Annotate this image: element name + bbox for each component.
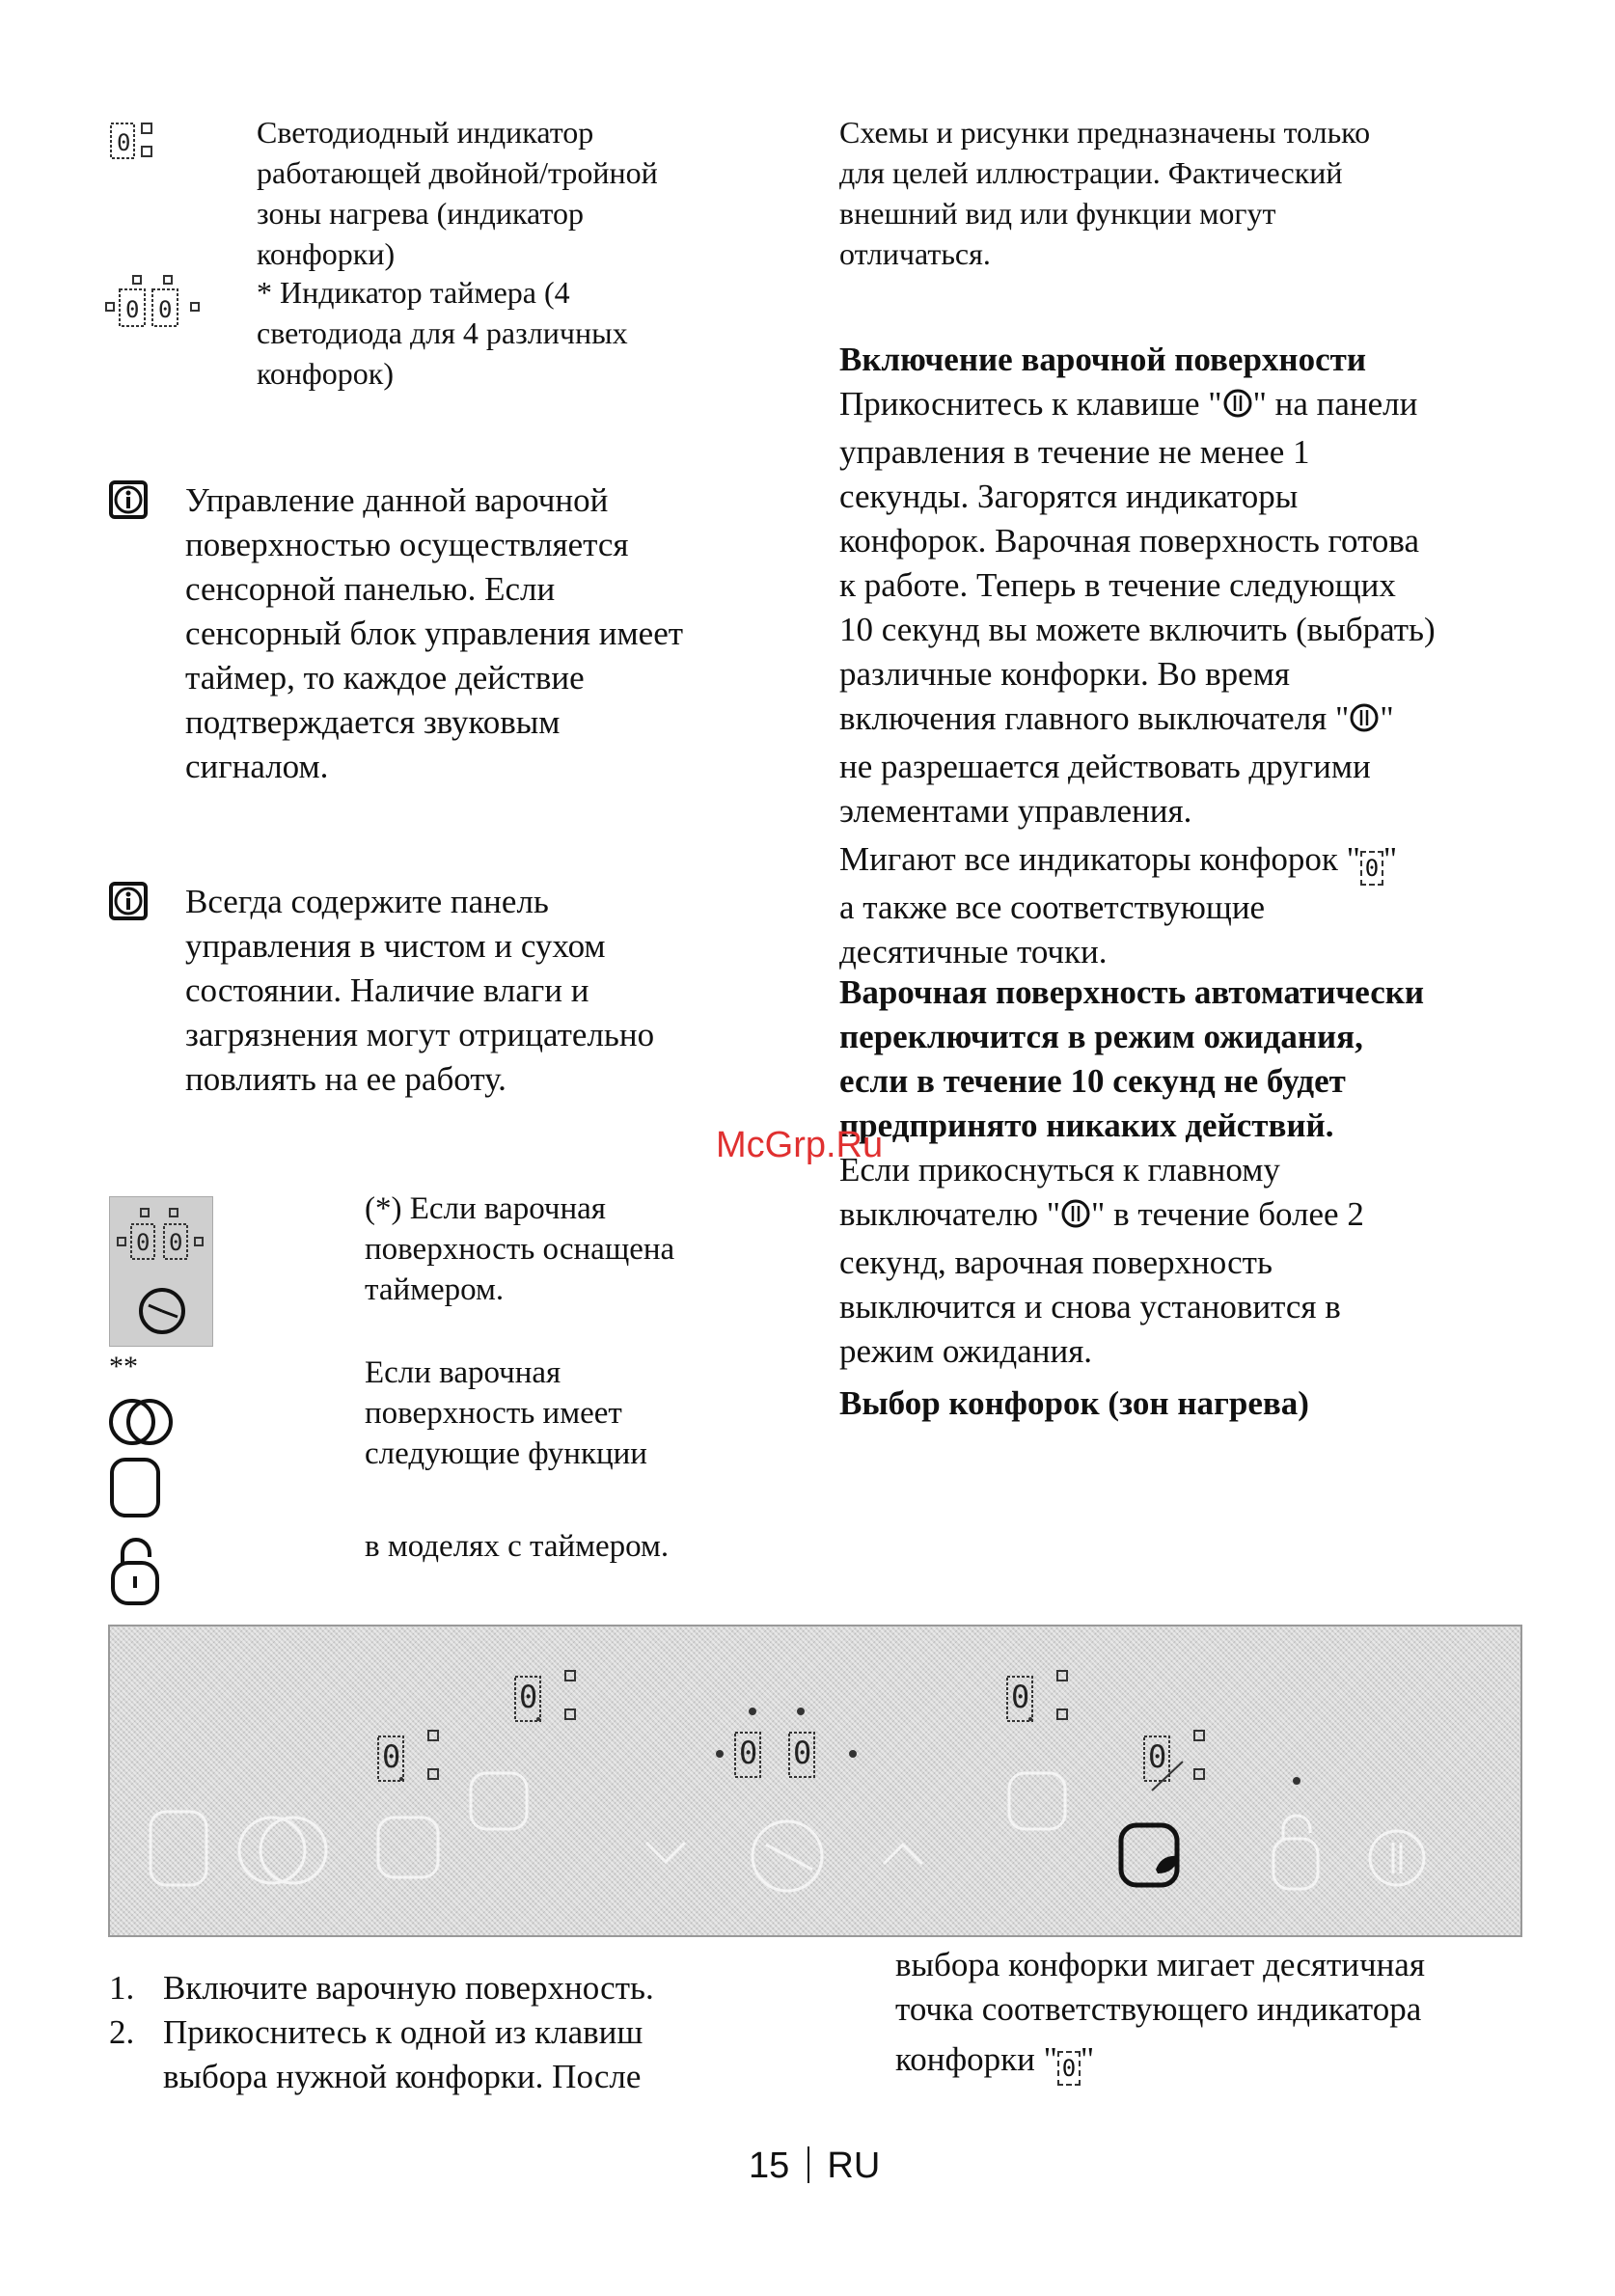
heading-switch-on: Включение варочной поверхности — [839, 341, 1366, 378]
info-note-touch-panel: Управление данной варочной поверхностью осуществляется сенсорной панелью. Если сенсорный блок управления имеет таймер, то каждое действие подтверждается звуковым сигналом. — [185, 481, 684, 785]
svg-text:0: 0 — [169, 1229, 183, 1256]
info-note-clean-panel: Всегда содержите панель управления в чистом и сухом состоянии. Наличие влаги и загрязнения могут отрицательно повлиять на ее работу. — [185, 883, 655, 1098]
models-note: в моделях с таймером. — [365, 1529, 670, 1564]
heading-select-zones: Выбор конфорок (зон нагрева) — [839, 1384, 1309, 1422]
legend-timer-icon — [104, 274, 201, 337]
timer-panel-thumbnail — [109, 1196, 213, 1347]
switch-off-paragraph: Если прикоснуться к главному выключателю " " в течение более 2 секунд, варочная поверхность выключится и снова установится в режим ожидания. — [839, 1151, 1364, 1370]
lock-icon — [109, 1534, 163, 1612]
page-number: 15 — [749, 2146, 790, 2186]
zone-indicator-icon: 0 — [1057, 2051, 1081, 2086]
page-footer — [749, 2146, 880, 2187]
double-star: ** — [109, 1351, 138, 1382]
steps-list: 1. Включите варочную поверхность. 2. Прикоснитесь к одной из клавиш выбора нужной конфорки. После — [109, 1969, 654, 2095]
rectangle-zone-icon — [109, 1457, 163, 1525]
info-icon — [109, 882, 148, 920]
zone-digit-2: 0 — [519, 1679, 538, 1715]
switch-on-paragraph: Прикоснитесь к клавише " " на панели управления в течение не менее 1 секунды. Загорятся индикаторы конфорок. Варочная поверхность готова к работе. Теперь в течение следующих 10 секунд вы можете включить (выбрать) различные конфорки. Во время включения главного выключателя " " не разрешается действовать другими элементами управления. — [839, 385, 1436, 830]
timer-note: (*) Если варочная поверхность оснащена таймером. — [365, 1191, 675, 1307]
zone-digit-1: 0 — [382, 1738, 401, 1775]
oval-zone-icon — [109, 1397, 177, 1452]
standby-warning: Варочная поверхность автоматически переключится в режим ожидания, если в течение 10 секунд не будет предпринято никаких действий. — [839, 973, 1425, 1144]
power-icon — [1060, 1196, 1091, 1241]
watermark: McGrp.Ru — [716, 1125, 884, 1165]
zone-indicator-icon: 0 — [1360, 851, 1383, 886]
language-code: RU — [827, 2146, 881, 2186]
functions-note: Если варочная поверхность имеет следующие функции — [365, 1355, 647, 1471]
legend-indicator-text: Светодиодный индикатор работающей двойной/тройной зоны нагрева (индикатор конфорки) — [257, 115, 658, 271]
svg-text:0: 0 — [125, 296, 140, 323]
svg-text:0: 0 — [117, 129, 131, 156]
steps-continuation: выбора конфорки мигает десятичная точка соответствующего индикатора конфорки " 0 " — [895, 1943, 1571, 2086]
svg-text:0: 0 — [136, 1229, 151, 1256]
control-panel-illustration — [108, 1625, 1522, 1937]
power-icon — [1222, 386, 1253, 430]
disclaimer: Схемы и рисунки предназначены только для целей иллюстрации. Фактический внешний вид или функции могут отличаться. — [839, 115, 1371, 271]
info-icon — [109, 480, 148, 519]
power-icon — [1349, 700, 1380, 745]
legend-indicator-icon — [109, 120, 159, 169]
timer-digit-2: 0 — [793, 1735, 812, 1771]
indicators-flash-paragraph: Мигают все индикаторы конфорок " 0 " а также все соответствующие десятичные точки. — [839, 840, 1398, 970]
zone-digit-3: 0 — [1011, 1679, 1030, 1715]
svg-text:0: 0 — [158, 296, 173, 323]
zone-digit-4: 0 — [1148, 1738, 1167, 1775]
legend-timer-text: * Индикатор таймера (4 светодиода для 4 различных конфорок) — [257, 275, 628, 391]
timer-digit-1: 0 — [739, 1735, 758, 1771]
